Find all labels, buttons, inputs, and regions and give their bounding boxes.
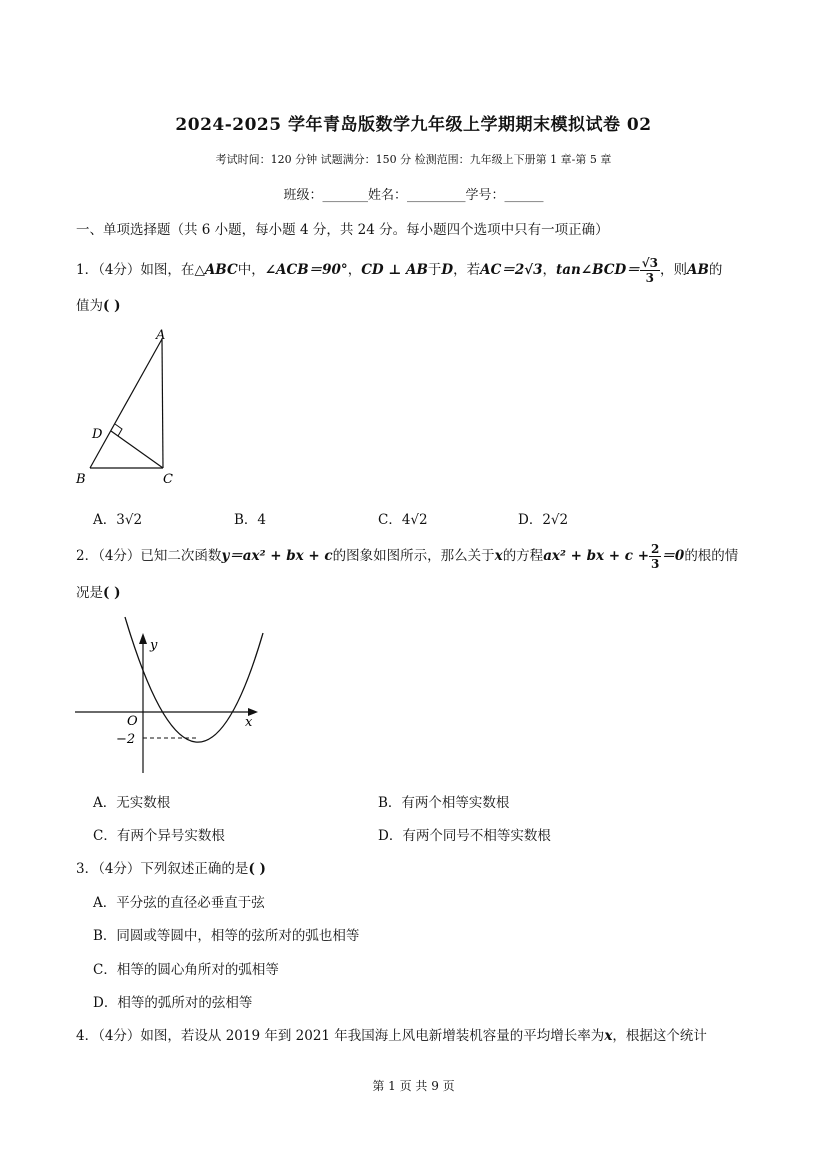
question-4-stem: 4．（4分）如图，若设从 2019 年到 2021 年我国海上风电新增装机容量的平均增长率为x，根据这个统计	[76, 1028, 707, 1044]
tan-fraction: $\frac{√3}{3}$	[641, 256, 658, 285]
q3-option-a: A．平分弦的直径必垂直于弦	[93, 895, 265, 911]
question-1-stem: 1．（4分）如图，在△ABC中，∠ACB＝90°，CD ⊥ AB于D，若AC＝2√3，tan∠BCD＝ $\frac{√3}{3}$ ，则AB的	[76, 256, 723, 285]
label-a: A	[156, 328, 166, 343]
triangle-figure	[70, 325, 190, 490]
label-origin: O	[127, 714, 138, 729]
q3-option-d: D．相等的弧所对的弦相等	[93, 995, 253, 1011]
question-3-stem: 3．（4分）下列叙述正确的是( )	[76, 861, 266, 877]
section-heading: 一、单项选择题（共 6 小题，每小题 4 分，共 24 分。每小题四个选项中只有一项正确）	[76, 222, 609, 238]
q2-option-a: A．无实数根	[93, 795, 171, 811]
q1-option-d: D．2√2	[518, 512, 569, 528]
q1-option-b: B．4	[234, 512, 267, 528]
question-1-line2: 值为( )	[76, 298, 121, 314]
exam-meta: 考试时间：120 分钟 试题满分：150 分 检测范围：九年级上下册第 1 章-第 5 章	[215, 153, 612, 166]
page-footer: 第 1 页 共 9 页	[372, 1079, 455, 1093]
side-ac	[162, 339, 163, 468]
question-2-stem: 2．（4分）已知二次函数y＝ax² + bx + c的图象如图所示，那么关于x的方程ax² + bx + c + $\frac{2}{3}$ ＝0的根的情	[76, 542, 739, 571]
q2-option-c: C．有两个异号实数根	[93, 828, 225, 844]
q3-option-c: C．相等的圆心角所对的弧相等	[93, 962, 279, 978]
q1-option-a: A．3√2	[93, 512, 143, 528]
q2-option-d: D．有两个同号不相等实数根	[378, 828, 551, 844]
q1-option-c: C．4√2	[378, 512, 428, 528]
two-thirds-fraction: $\frac{2}{3}$	[651, 542, 660, 571]
q2-option-b: B．有两个相等实数根	[378, 795, 510, 811]
parabola-figure	[70, 615, 270, 780]
answer-blank: ( )	[103, 298, 121, 314]
label-d: D	[92, 427, 103, 442]
q3-option-b: B．同圆或等圆中，相等的弦所对的弧也相等	[93, 928, 360, 944]
label-b: B	[76, 472, 86, 487]
segment-cd	[111, 431, 163, 468]
document-title: 2024-2025 学年青岛版数学九年级上学期期末模拟试卷 02	[175, 115, 652, 135]
side-ab	[90, 339, 162, 468]
label-x: x	[245, 715, 253, 730]
student-info: 班级：_______姓名：_________学号：______	[283, 188, 544, 203]
y-axis-arrow	[139, 633, 147, 644]
label-y: y	[150, 638, 158, 653]
answer-blank: ( )	[248, 861, 266, 877]
label-minus-two: −2	[116, 732, 136, 747]
question-2-line2: 况是( )	[76, 585, 121, 601]
label-c: C	[163, 472, 173, 487]
answer-blank: ( )	[103, 585, 121, 601]
parabola-curve	[125, 617, 263, 742]
